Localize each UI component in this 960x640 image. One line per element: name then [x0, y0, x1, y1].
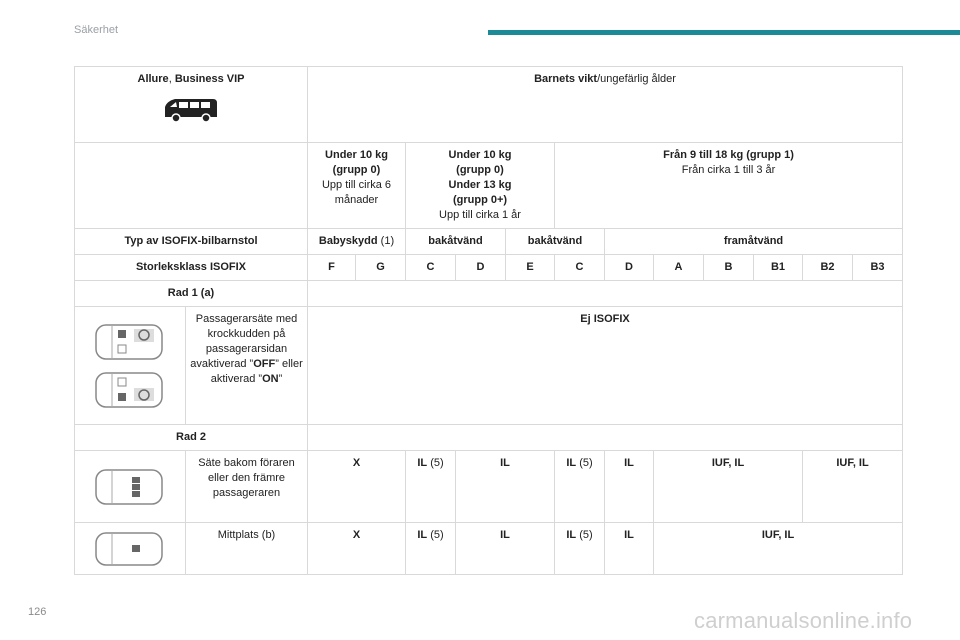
- row-2-label: Rad 2: [75, 425, 308, 451]
- outer-value: IL: [456, 451, 555, 523]
- size-class: E: [506, 255, 555, 281]
- section-accent-bar: [488, 30, 960, 35]
- group-0-cell: Under 10 kg (grupp 0) Upp till cirka 6 månader: [308, 143, 406, 229]
- middle-value: IL (5): [555, 523, 605, 575]
- outer-seat-diagram-cell: [75, 451, 186, 523]
- middle-value: IL (5): [406, 523, 456, 575]
- outer-value: IL (5): [406, 451, 456, 523]
- outer-value: X: [308, 451, 406, 523]
- size-class: B1: [754, 255, 803, 281]
- row-1-header: [75, 281, 903, 307]
- outer-value: IUF, IL: [654, 451, 803, 523]
- size-class: A: [654, 255, 704, 281]
- size-class: B: [704, 255, 754, 281]
- size-class: C: [406, 255, 456, 281]
- model-name-2: Business VIP: [174, 73, 245, 85]
- not-isofix-value: Ej ISOFIX: [308, 307, 903, 425]
- rear-middle-seat-icon: [94, 531, 166, 567]
- outer-value: IL (5): [555, 451, 605, 523]
- watermark: carmanualsonline.info: [694, 608, 913, 633]
- passenger-seat-description: Passagerarsäte med krockkudden på passagerarsidan avaktiverad ”OFF” eller aktiverad ”ON”: [186, 307, 308, 425]
- outer-value: IUF, IL: [803, 451, 903, 523]
- seat-type-row: [75, 229, 903, 255]
- middle-value: IUF, IL: [654, 523, 903, 575]
- middle-value: IL: [605, 523, 654, 575]
- size-class: F: [308, 255, 356, 281]
- group-0plus-cell: Under 10 kg (grupp 0) Under 13 kg (grupp 0+) Upp till cirka 1 år: [406, 143, 555, 229]
- page-number: 126: [28, 606, 47, 618]
- van-icon: [161, 95, 221, 125]
- babyskydd-cell: Babyskydd (1): [308, 229, 406, 255]
- weight-group-row: [75, 143, 903, 229]
- front-passenger-seat-off-icon: [94, 321, 166, 363]
- rear-outer-seat-icon: [94, 467, 166, 507]
- front-passenger-seat-on-icon: [94, 369, 166, 411]
- seat-type-label: Typ av ISOFIX-bilbarnstol: [75, 229, 308, 255]
- middle-value: IL: [456, 523, 555, 575]
- outer-seat-description: Säte bakom föraren eller den främre passageraren: [186, 451, 308, 523]
- size-class-row: [75, 255, 903, 281]
- size-class: C: [555, 255, 605, 281]
- size-class: D: [456, 255, 506, 281]
- row-2-outer-seat: [75, 451, 903, 523]
- middle-seat-diagram-cell: [75, 523, 186, 575]
- front-seat-diagram-cell: [75, 307, 186, 425]
- row-2-middle-seat: [75, 523, 903, 575]
- model-cell: Allure, Business VIP: [75, 67, 308, 143]
- size-class: B2: [803, 255, 853, 281]
- model-name: Allure: [137, 73, 169, 85]
- rear-facing-cell-2: bakåtvänd: [506, 229, 605, 255]
- size-class-label: Storleksklass ISOFIX: [75, 255, 308, 281]
- model-header-row: [75, 67, 903, 143]
- size-class: G: [356, 255, 406, 281]
- isofix-table: [74, 66, 903, 575]
- size-class: B3: [853, 255, 903, 281]
- group-1-cell: Från 9 till 18 kg (grupp 1) Från cirka 1 till 3 år: [555, 143, 903, 229]
- rear-facing-cell-1: bakåtvänd: [406, 229, 506, 255]
- outer-value: IL: [605, 451, 654, 523]
- size-class: D: [605, 255, 654, 281]
- weight-heading: Barnets vikt/ungefärlig ålder: [308, 67, 903, 143]
- middle-seat-description: Mittplats (b): [186, 523, 308, 575]
- row-1-passenger-seat: [75, 307, 903, 425]
- section-title: Säkerhet: [74, 24, 119, 36]
- middle-value: X: [308, 523, 406, 575]
- row-2-header: [75, 425, 903, 451]
- row-1-label: Rad 1 (a): [75, 281, 308, 307]
- forward-facing-cell: framåtvänd: [605, 229, 903, 255]
